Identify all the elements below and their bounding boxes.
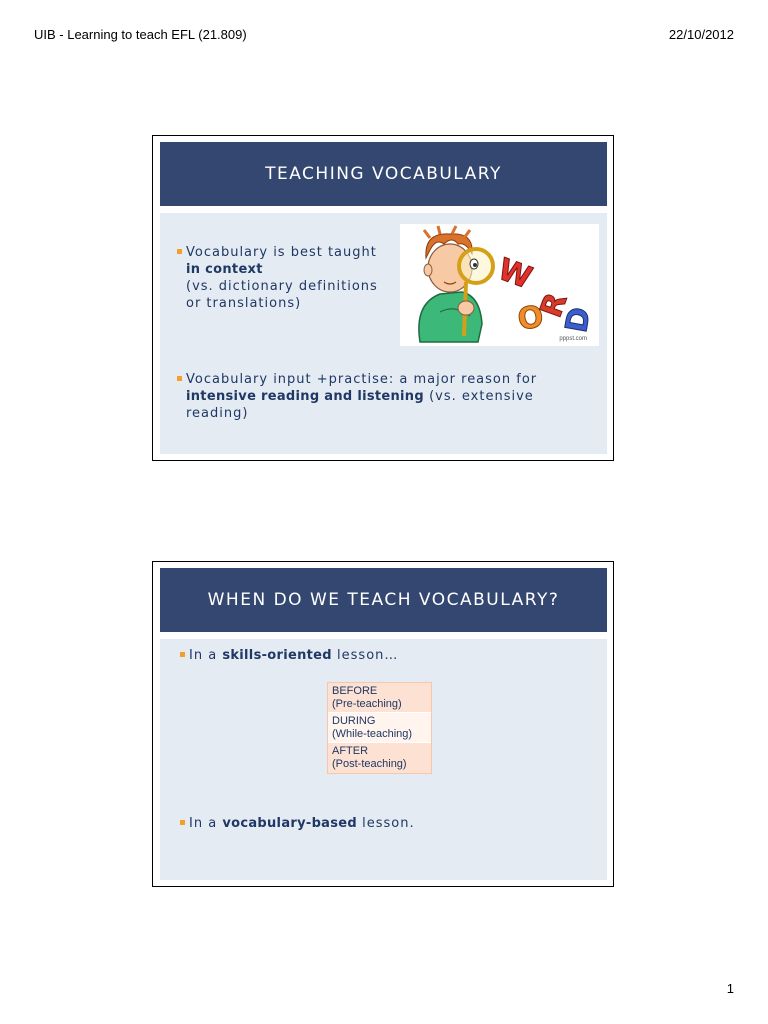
- phase-sublabel: (Pre-teaching): [332, 698, 402, 710]
- page-number: 1: [726, 981, 734, 996]
- phase-row-after: [328, 743, 431, 773]
- phase-sublabel: (Post-teaching): [332, 758, 407, 770]
- bullet-item: [186, 244, 396, 312]
- phase-row-before: [328, 683, 431, 713]
- image-credit: pppst.com: [559, 336, 587, 342]
- bullet-square-icon: [177, 376, 182, 381]
- slide-when-teach-vocabulary: [152, 561, 614, 887]
- phase-sublabel: (While-teaching): [332, 728, 413, 740]
- slide-teaching-vocabulary: [152, 135, 614, 461]
- bullet-text: lesson…: [337, 648, 399, 663]
- bullet-square-icon: [180, 820, 185, 825]
- bullet-bold-text: vocabulary-based: [222, 816, 358, 831]
- bullet-text: (vs. extensive reading): [186, 389, 534, 421]
- bullet-text: Vocabulary is best taught: [186, 245, 377, 260]
- slide-title: WHEN DO WE TEACH VOCABULARY?: [160, 568, 607, 632]
- phase-label: AFTER: [332, 745, 369, 757]
- bullet-bold-text: in context: [186, 262, 263, 277]
- bullet-square-icon: [177, 249, 182, 254]
- word-clipart-image: [400, 224, 599, 346]
- phase-row-during: [328, 713, 431, 743]
- svg-text:R: R: [533, 288, 575, 323]
- svg-text:O: O: [515, 298, 547, 338]
- bullet-text: In a: [189, 816, 218, 831]
- svg-text:D: D: [559, 304, 598, 336]
- bullet-text: (vs. dictionary definitions or translations): [186, 279, 378, 311]
- phase-label: DURING: [332, 715, 376, 727]
- bullet-text: lesson.: [362, 816, 415, 831]
- bullet-text: Vocabulary input +practise: a major reason for: [186, 372, 538, 387]
- lesson-phase-table: [327, 682, 432, 774]
- document-header-title: UIB - Learning to teach EFL (21.809): [34, 27, 247, 42]
- slide-body: [160, 213, 607, 454]
- bullet-item: [189, 647, 589, 664]
- bullet-bold-text: intensive reading and listening: [186, 389, 424, 404]
- phase-label: BEFORE: [332, 685, 378, 697]
- document-header-date: 22/10/2012: [668, 27, 734, 42]
- boy-magnifying-glass-icon: [400, 224, 599, 346]
- slide-body: [160, 639, 607, 880]
- svg-text:W: W: [493, 252, 537, 297]
- slide-title: TEACHING VOCABULARY: [160, 142, 607, 206]
- bullet-item: [186, 371, 586, 422]
- bullet-text: In a: [189, 648, 218, 663]
- bullet-bold-text: skills-oriented: [222, 648, 332, 663]
- bullet-square-icon: [180, 652, 185, 657]
- bullet-item: [189, 815, 589, 832]
